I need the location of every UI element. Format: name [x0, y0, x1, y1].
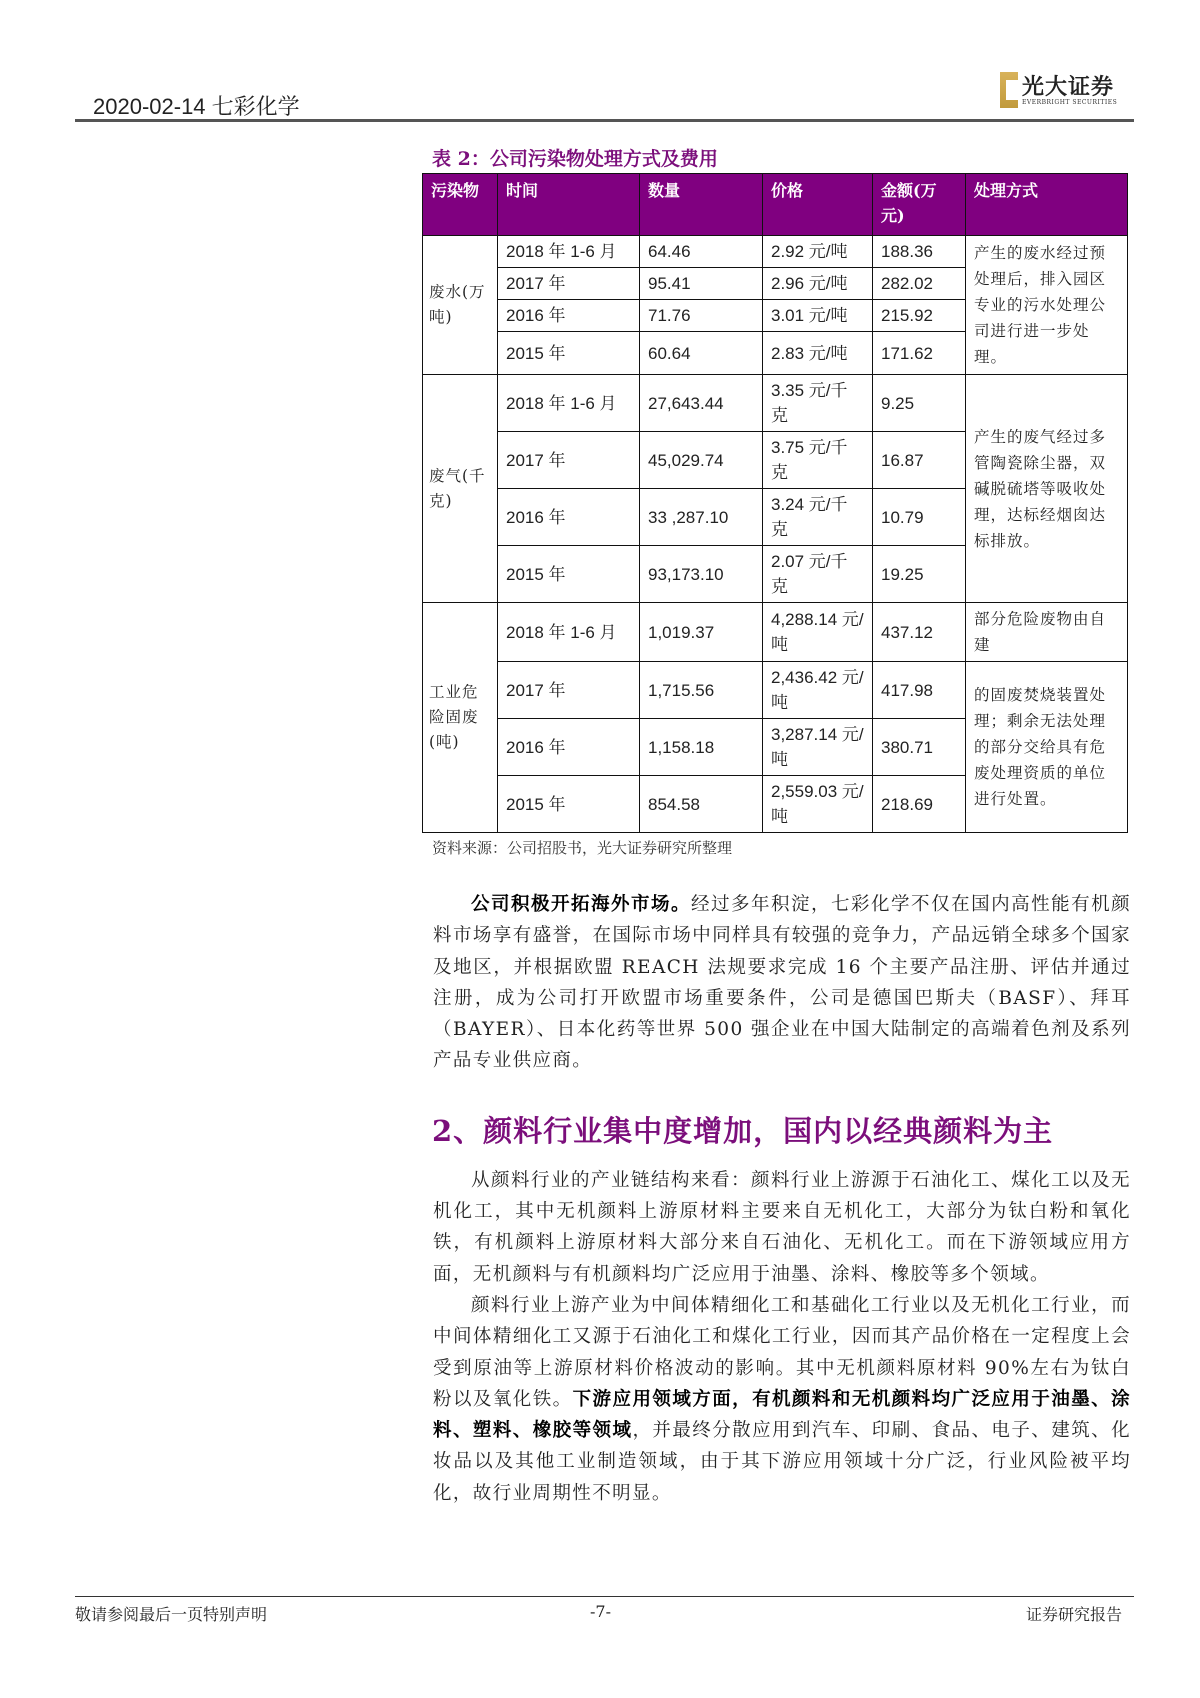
- table-row: [423, 375, 1128, 432]
- paragraph-lead: 公司积极开拓海外市场。: [471, 894, 692, 915]
- table-title: 表 2：公司污染物处理方式及费用: [432, 148, 718, 170]
- table-row: [423, 236, 1128, 268]
- cell-quantity: 1,158.18: [640, 719, 763, 776]
- cell-quantity: 1,715.56: [640, 662, 763, 719]
- cell-price: 3,287.14 元/吨: [763, 719, 873, 776]
- cell-amount: 19.25: [873, 546, 966, 603]
- header-divider: [75, 119, 1134, 122]
- cell-time: 2018 年 1-6 月: [498, 236, 640, 268]
- col-header: 数量: [640, 174, 763, 236]
- cell-price: 2.83 元/吨: [763, 332, 873, 375]
- cell-time: 2017 年: [498, 662, 640, 719]
- footer-divider: [75, 1596, 1134, 1597]
- cell-time: 2016 年: [498, 719, 640, 776]
- pollutant-category: 废水(万吨): [423, 236, 498, 375]
- cell-treatment: 产生的废气经过多管陶瓷除尘器，双碱脱硫塔等吸收处理，达标经烟囱达标排放。: [966, 375, 1128, 603]
- paragraph-bold: 下游应用领域方面，有机颜料和无机颜料均广泛应用于油墨、涂料、塑料、橡胶等领域: [433, 1388, 1131, 1442]
- cell-quantity: 33 ,287.10: [640, 489, 763, 546]
- cell-price: 2,436.42 元/吨: [763, 662, 873, 719]
- cell-time: 2015 年: [498, 776, 640, 833]
- cell-time: 2015 年: [498, 546, 640, 603]
- cell-quantity: 854.58: [640, 776, 763, 833]
- table-row: [423, 662, 1128, 719]
- cell-time: 2015 年: [498, 332, 640, 375]
- cell-quantity: 27,643.44: [640, 375, 763, 432]
- footer-report-type: 证券研究报告: [1026, 1605, 1123, 1624]
- cell-quantity: 60.64: [640, 332, 763, 375]
- paragraph-text: ，并最终分散应用到汽车、印刷、食品、电子、建筑、化妆品以及其他工业制造领域，由于其下游应用领域十分广泛，行业风险被平均化，故行业周期性不明显。: [433, 1420, 1131, 1504]
- cell-amount: 10.79: [873, 489, 966, 546]
- cell-amount: 282.02: [873, 268, 966, 300]
- cell-amount: 380.71: [873, 719, 966, 776]
- cell-amount: 215.92: [873, 300, 966, 332]
- footer-disclaimer: 敬请参阅最后一页特别声明: [75, 1605, 268, 1624]
- section-heading: 2、颜料行业集中度增加，国内以经典颜料为主: [432, 1113, 1054, 1148]
- pollutant-category: 废气(千克): [423, 375, 498, 603]
- cell-quantity: 64.46: [640, 236, 763, 268]
- cell-time: 2017 年: [498, 268, 640, 300]
- cell-amount: 16.87: [873, 432, 966, 489]
- cell-amount: 188.36: [873, 236, 966, 268]
- paragraph-upstream: [433, 1290, 1131, 1509]
- cell-quantity: 93,173.10: [640, 546, 763, 603]
- cell-time: 2018 年 1-6 月: [498, 375, 640, 432]
- cell-time: 2017 年: [498, 432, 640, 489]
- cell-amount: 417.98: [873, 662, 966, 719]
- col-header: 金额(万元): [873, 174, 966, 236]
- logo-e-icon: [1000, 72, 1018, 108]
- cell-price: 2.07 元/千克: [763, 546, 873, 603]
- cell-price: 3.35 元/千克: [763, 375, 873, 432]
- col-header: 污染物: [423, 174, 498, 236]
- logo-text: 光大证券: [1022, 73, 1115, 100]
- cell-price: 2.96 元/吨: [763, 268, 873, 300]
- cell-time: 2018 年 1-6 月: [498, 603, 640, 662]
- cell-amount: 171.62: [873, 332, 966, 375]
- paragraph-industry-chain: 从颜料行业的产业链结构来看：颜料行业上游源于石油化工、煤化工以及无机化工，其中无机颜料上游原材料主要来自无机化工，大部分为钛白粉和氧化铁，有机颜料上游原材料大部分来自石油化、无机化工。而在下游领域应用方面，无机颜料与有机颜料均广泛应用于油墨、涂料、橡胶等多个领域。: [433, 1169, 1131, 1285]
- cell-quantity: 71.76: [640, 300, 763, 332]
- cell-quantity: 45,029.74: [640, 432, 763, 489]
- cell-price: 4,288.14 元/吨: [763, 603, 873, 662]
- cell-quantity: 1,019.37: [640, 603, 763, 662]
- cell-amount: 437.12: [873, 603, 966, 662]
- cell-price: 3.75 元/千克: [763, 432, 873, 489]
- paragraph-text: 经过多年积淀，七彩化学不仅在国内高性能有机颜料市场享有盛誉，在国际市场中同样具有较强的竞争力，产品远销全球多个国家及地区，并根据欧盟 REACH 法规要求完成 16 个主要产品注册、评估并通过注册，成为公司打开欧盟市场重要条件，公司是德国巴斯夫（BASF）、拜耳（BAYER）、日本化药等世界 500 强企业在中国大陆制定的高端着色剂及系列产品专业供应商。: [433, 894, 1131, 1072]
- cell-treatment: 产生的废水经过预处理后，排入园区专业的污水处理公司进行进一步处理。: [966, 236, 1128, 375]
- page-number: -7-: [590, 1602, 611, 1621]
- cell-amount: 218.69: [873, 776, 966, 833]
- cell-treatment: 部分危险废物由自建: [966, 603, 1128, 662]
- cell-time: 2016 年: [498, 489, 640, 546]
- cell-price: 3.24 元/千克: [763, 489, 873, 546]
- col-header: 时间: [498, 174, 640, 236]
- cell-amount: 9.25: [873, 375, 966, 432]
- main-content: [422, 146, 1132, 1509]
- header-date-company: 2020-02-14 七彩化学: [93, 94, 300, 119]
- paragraph-overseas: [433, 889, 1131, 1077]
- cell-quantity: 95.41: [640, 268, 763, 300]
- pollutant-table: [422, 173, 1128, 833]
- cell-price: 3.01 元/吨: [763, 300, 873, 332]
- col-header: 处理方式: [966, 174, 1128, 236]
- col-header: 价格: [763, 174, 873, 236]
- cell-price: 2,559.03 元/吨: [763, 776, 873, 833]
- logo-subtext: EVERBRIGHT SECURITIES: [1022, 98, 1118, 106]
- cell-treatment-cont: 的固废焚烧装置处理；剩余无法处理的部分交给具有危废处理资质的单位进行处置。: [966, 662, 1128, 833]
- table-row: [423, 603, 1128, 662]
- company-logo: [1000, 72, 1117, 108]
- cell-price: 2.92 元/吨: [763, 236, 873, 268]
- pollutant-category: 工业危险固废(吨): [423, 603, 498, 833]
- cell-time: 2016 年: [498, 300, 640, 332]
- table-source: 资料来源：公司招股书，光大证券研究所整理: [432, 839, 733, 857]
- paragraph-text: 颜料行业上游产业为中间体精细化工和基础化工行业以及无机化工行业，而中间体精细化工又源于石油化工和煤化工行业，因而其产品价格在一定程度上会受到原油等上游原材料价格波动的影响。其中无机颜料原材料 90%左右为钛白粉以及氧化铁。: [433, 1294, 1131, 1410]
